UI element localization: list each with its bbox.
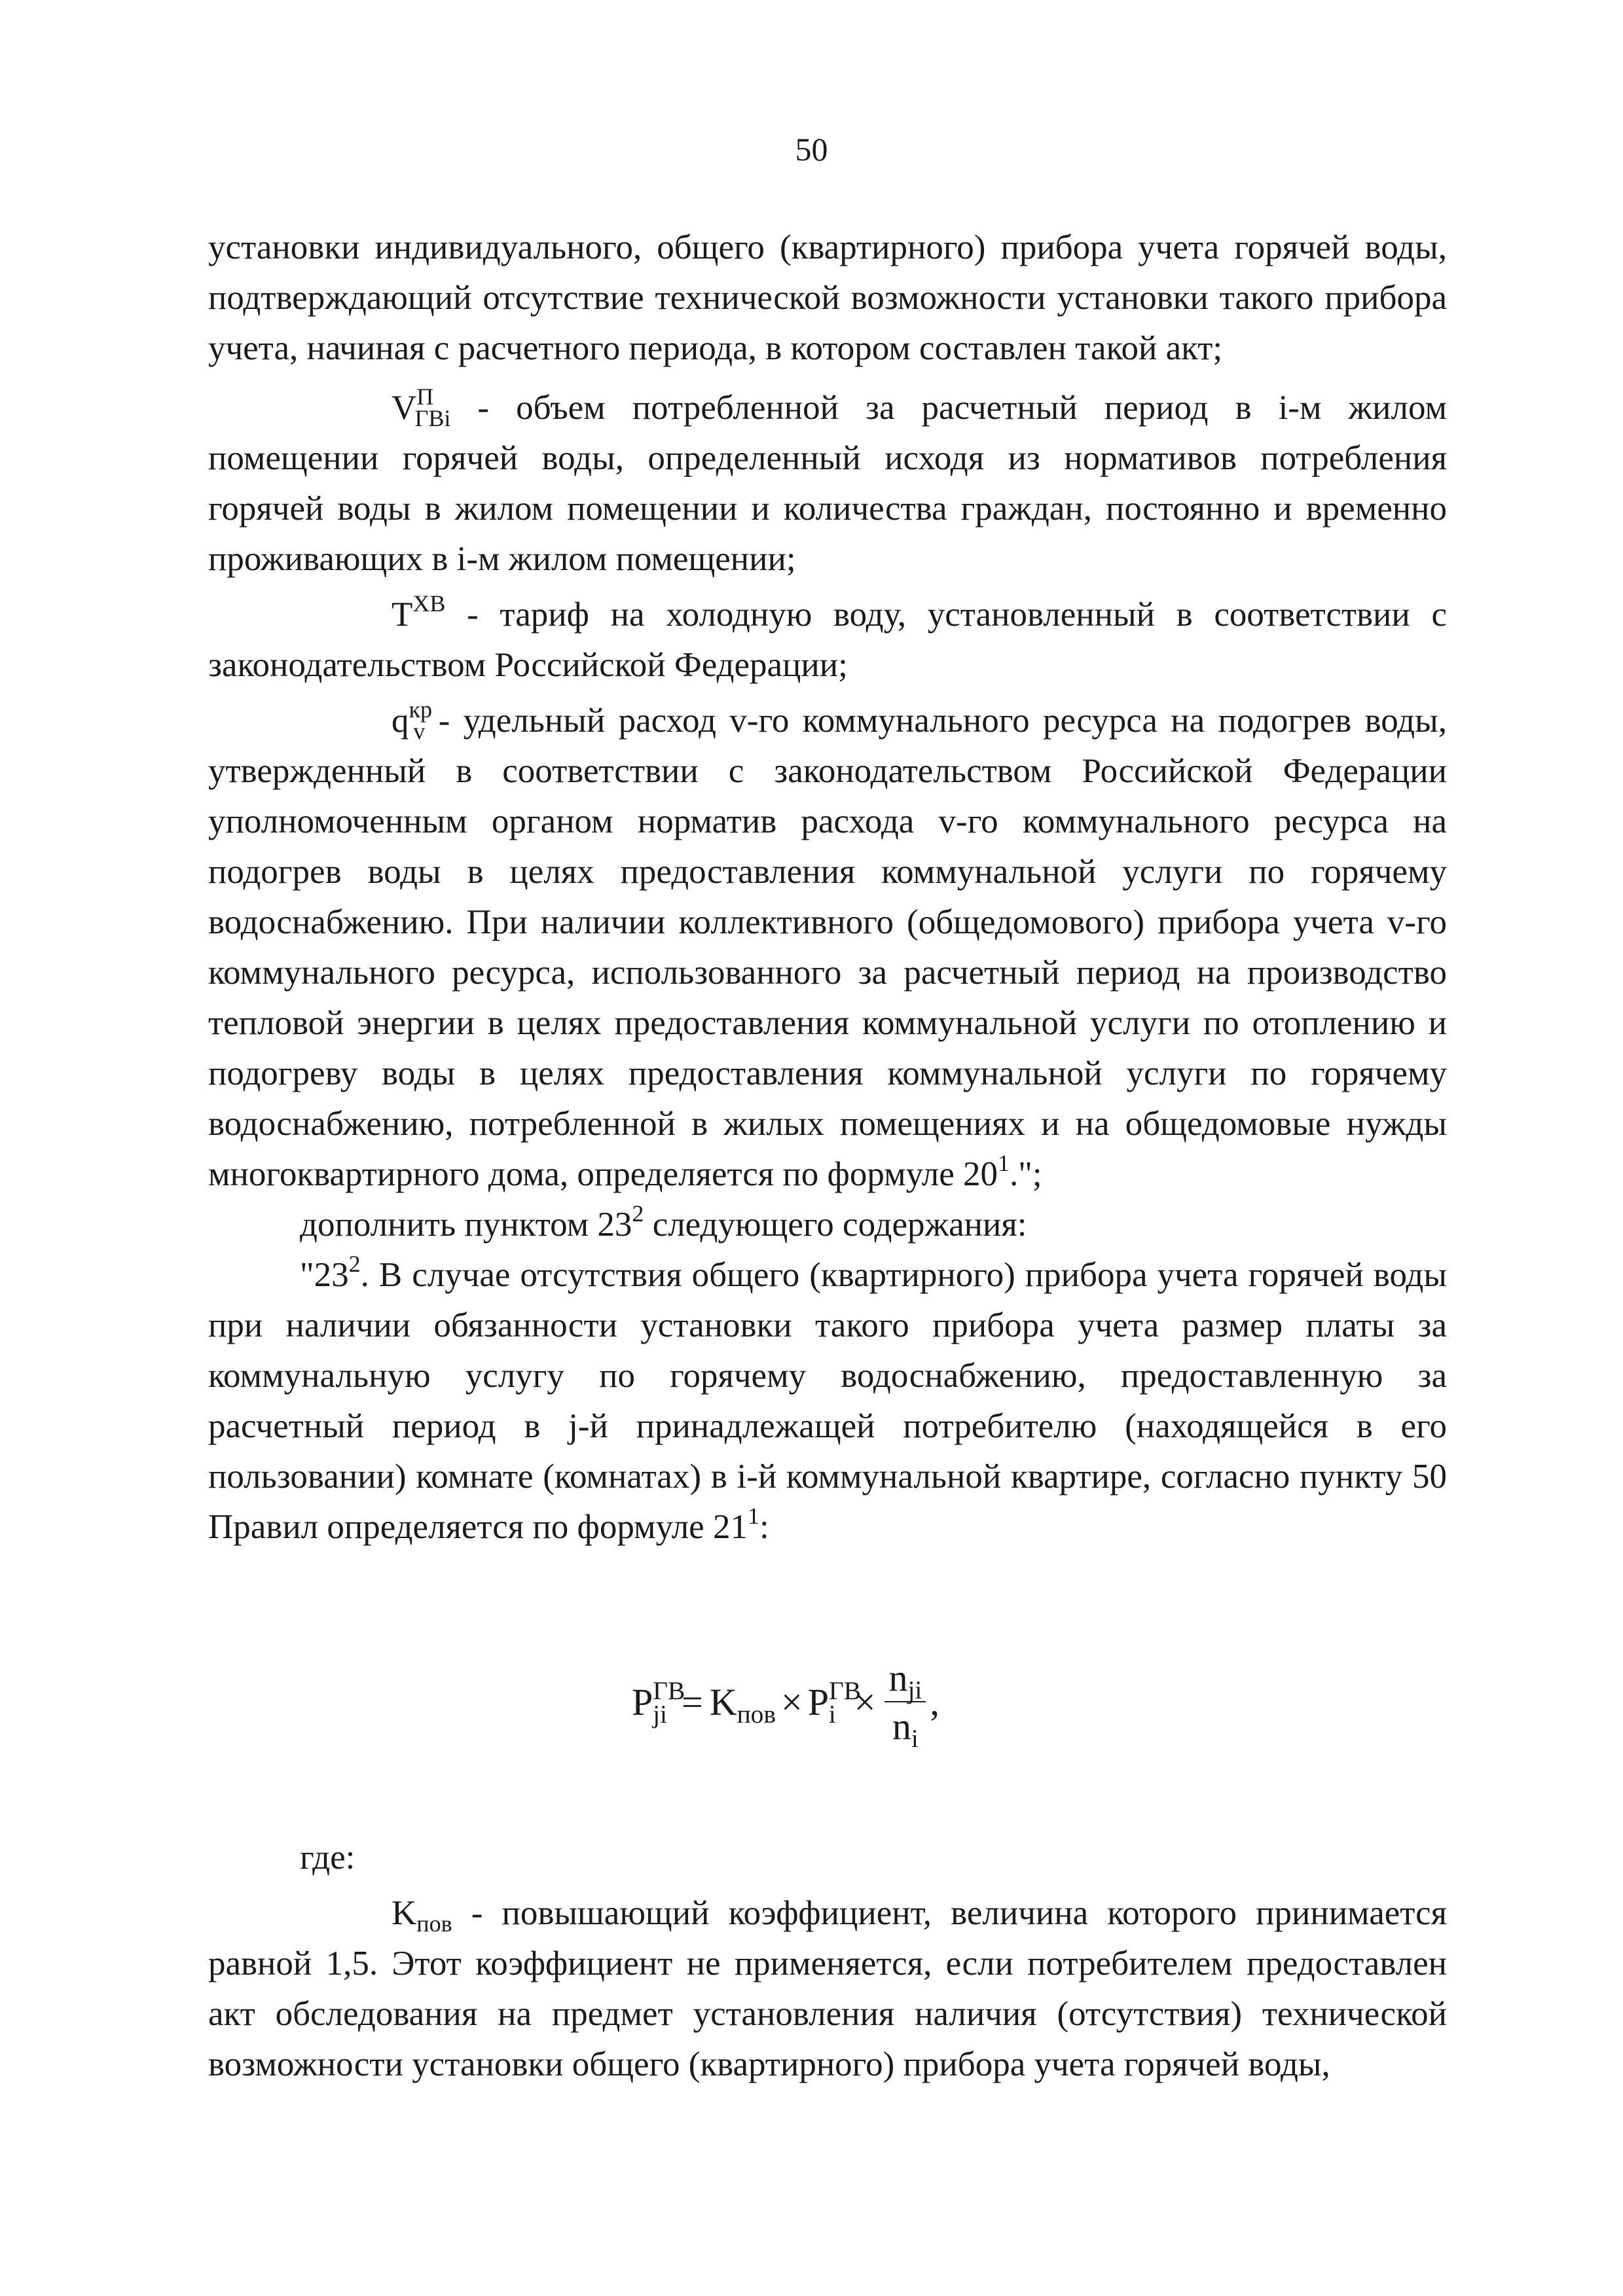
symbol-k-pov: $K_{пов}$ (392, 1894, 452, 1937)
paragraph-k-definition: $K_{пов}$ - повышающий коэффициент, величина которого принимается равной 1,5. Этот коэффициент не применяется, если потребителем предоставлен акт обследования на предмет установления наличия (отсутствия) технической возможности установки общего (квартирного) прибора учета горячей воды, (208, 1888, 1447, 2090)
paragraph-q-definition: $q^{кр}_v$ - удельный расход v-го коммунального ресурса на подогрев воды, утвержденный в соответствии с законодательством Российской Федерации уполномоченным органом норматив расхода v-го коммунального ресурса на подогрев воды в целях предоставления коммунальной услуги по горячему водоснабжению. При наличии коллективного (общедомового) прибора учета v-го коммунального ресурса, использованного за расчетный период на производство тепловой энергии в целях предоставления коммунальной услуги по отоплению и подогреву воды в целях предоставления коммунальной услуги по горячему водоснабжению, потребленной в жилых помещениях и на общедомовые нужды многоквартирного дома, определяется по формуле $20^1$."; (208, 696, 1447, 1193)
formula-times-2: × (854, 1681, 876, 1723)
formula-p-gv-i: $P^{ГВ}_i$ (807, 1676, 862, 1729)
page-number: 50 (795, 131, 828, 168)
text-block-top (208, 223, 1447, 1552)
formula-lhs: $P^{ГВ}_{ji}$ (632, 1676, 685, 1729)
formula-numerator: $n_{ji}$ (884, 1659, 926, 1702)
formula-k-pov: $K_{пов}$ (709, 1681, 776, 1729)
paragraph-where: где: (300, 1839, 356, 1876)
formula-equals: = (681, 1681, 703, 1723)
paragraph-t-definition: $T^{ХВ}$ - тариф на холодную воду, установленный в соответствии с законодательством Российской Федерации; (208, 590, 1447, 684)
paragraph-v-definition: $V^П_{ГВi}$ - объем потребленной за расчетный период в i-м жилом помещении горячей воды, определенный исходя из нормативов потребления горячей воды в жилом помещении и количества граждан, постоянно и временно проживающих в i-м жилом помещении; (208, 384, 1447, 578)
paragraph-add-item: дополнить пунктом $23^2$ следующего содержания: (300, 1200, 1027, 1244)
formula-times-1: × (781, 1681, 803, 1723)
formula-comma: , (930, 1681, 939, 1723)
symbol-v-gvi: $V^П_{ГВi}$ (392, 384, 451, 431)
paragraph-item-23-2: "$23^2$. В случае отсутствия общего (квартирного) прибора учета горячей воды при наличии обязанности установки такого прибора учета размер платы за коммунальную услугу по горячему водоснабжению, предоставленную за расчетный период в j-й принадлежащей потребителю (находящейся в его пользовании) комнате (комнатах) в i-й коммунальной квартире, согласно пункту 50 Правил определяется по формуле $21^1$: (208, 1251, 1447, 1546)
formula-21-1 (632, 1657, 939, 1753)
paragraph-act-continuation: установки индивидуального, общего (квартирного) прибора учета горячей воды, подтверждающий отсутствие технической возможности установки такого прибора учета, начиная с расчетного периода, в котором составлен такой акт; (208, 228, 1447, 367)
symbol-q-kr: $q^{кр}_v$ (392, 696, 433, 744)
text-block-bottom (208, 1833, 1447, 2090)
formula-fraction (884, 1657, 926, 1753)
symbol-t-xv: $T^{ХВ}$ (392, 590, 446, 634)
formula-denominator: $n_i$ (892, 1705, 919, 1753)
